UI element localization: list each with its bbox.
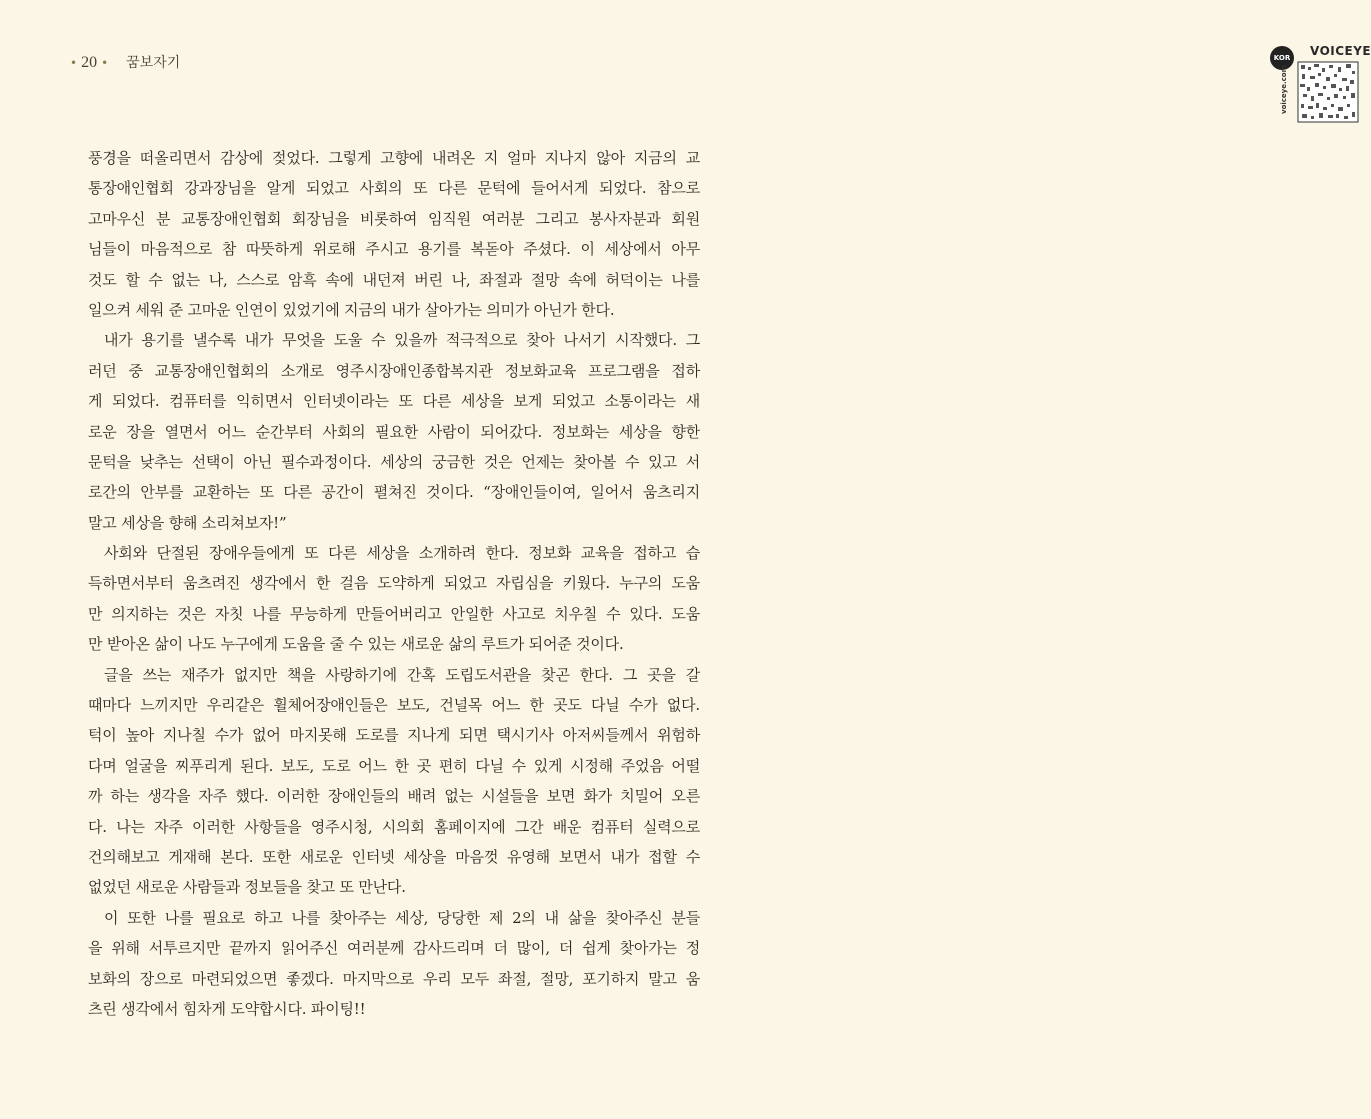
text-line: 말고 세상을 향해 소리쳐보자!” [88, 513, 287, 532]
brand-label: VOICEYE [1310, 44, 1371, 58]
site-label: voiceye.com [1280, 65, 1288, 114]
page-number: 20 [81, 54, 98, 71]
text-line: 턱이 높아 지나칠 수가 없어 마지못해 도로를 지나게 되면 택시기사 아저씨들께서 위험하 [88, 726, 700, 745]
text-line: 없었던 새로운 사람들과 정보들을 찾고 또 만난다. [88, 878, 406, 897]
page-header [66, 52, 180, 72]
text-line: 것도 할 수 없는 나, 스스로 암흑 속에 내던져 버린 나, 좌절과 절망 속에 허덕이는 나를 [88, 270, 700, 289]
text-line: 다. 나는 자주 이러한 사항들을 영주시청, 시의회 홈페이지에 그간 배운 컴퓨터 실력으로 [88, 817, 700, 836]
section-title: 꿈보자기 [126, 55, 181, 71]
text-line: 고마우신 분 교통장애인협회 회장님을 비롯하여 임직원 여러분 그리고 봉사자분과 회원 [88, 209, 700, 228]
voiceye-logo [636, 18, 1371, 114]
text-line: 러던 중 교통장애인협회의 소개로 영주시장애인종합복지관 정보화교육 프로그램을 접하 [88, 361, 700, 380]
text-line: 통장애인협회 강과장님을 알게 되었고 사회의 또 다른 문턱에 들어서게 되었다. 참으로 [88, 179, 700, 198]
bullet-icon: • [70, 56, 78, 70]
text-line: 만 의지하는 것은 자칫 나를 무능하게 만들어버리고 안일한 사고로 치우칠 수 있다. 도움 [88, 604, 700, 623]
body-text [88, 143, 700, 1024]
text-line: 이 또한 나를 필요로 하고 나를 찾아주는 세상, 당당한 제 2의 내 삶을 찾아주신 분들 [104, 908, 700, 927]
text-line: 문턱을 낮추는 선택이 아닌 필수과정이다. 세상의 궁금한 것은 언제는 찾아볼 수 있고 서 [88, 452, 700, 471]
text-line: 때마다 느끼지만 우리같은 휠체어장애인들은 보도, 건널목 어느 한 곳도 다닐 수가 없다. [88, 696, 700, 715]
text-line: 건의해보고 게재해 본다. 또한 새로운 인터넷 세상을 마음껏 유영해 보면서 내가 접할 수 [88, 847, 700, 866]
voiceye-qr-icon [1298, 62, 1358, 122]
text-line: 까 하는 생각을 자주 했다. 이러한 장애인들의 배려 없는 시설들을 보면 화가 치밀어 오른 [88, 787, 700, 806]
text-line: 글을 쓰는 재주가 없지만 책을 사랑하기에 간혹 도립도서관을 찾곤 한다. 그 곳을 갈 [104, 665, 700, 684]
text-line: 님들이 마음적으로 참 따뜻하게 위로해 주시고 용기를 복돋아 주셨다. 이 세상에서 아무 [88, 240, 700, 259]
bullet-icon: • [101, 56, 109, 70]
text-line: 로운 장을 열면서 어느 순간부터 사회의 필요한 사람이 되어갔다. 정보화는 세상을 향한 [88, 422, 700, 441]
text-line: 보화의 장으로 마련되었으면 좋겠다. 마지막으로 우리 모두 좌절, 절망, 포기하지 말고 움 [88, 969, 700, 988]
text-line: 츠린 생각에서 힘차게 도약합시다. 파이팅!! [88, 999, 366, 1018]
text-line: 다며 얼굴을 찌푸리게 된다. 보도, 도로 어느 한 곳 편히 다닐 수 있게 시정해 주었음 어떨 [88, 756, 700, 775]
text-line: 득하면서부터 움츠려진 생각에서 한 걸음 도약하게 되었고 자립심을 키웠다. 누구의 도움 [88, 574, 700, 593]
text-line: 내가 용기를 낼수록 내가 무엇을 도울 수 있을까 적극적으로 찾아 나서기 시작했다. 그 [104, 331, 700, 350]
text-line: 로간의 안부를 교환하는 또 다른 공간이 펼쳐진 것이다. “장애인들이여, 일어서 움츠리지 [88, 483, 700, 502]
kor-badge: KOR [1270, 46, 1294, 70]
text-line: 만 받아온 삶이 나도 누구에게 도움을 줄 수 있는 새로운 삶의 루트가 되어준 것이다. [88, 635, 624, 654]
text-line: 사회와 단절된 장애우들에게 또 다른 세상을 소개하려 한다. 정보화 교육을 접하고 습 [104, 544, 700, 563]
text-line: 을 위해 서투르지만 끝까지 읽어주신 여러분께 감사드리며 더 많이, 더 쉽게 찾아가는 정 [88, 939, 700, 958]
text-line: 일으켜 세워 준 고마운 인연이 있었기에 지금의 내가 살아가는 의미가 아닌가 한다. [88, 300, 615, 319]
text-line: 게 되었다. 컴퓨터를 익히면서 인터넷이라는 또 다른 세상을 보게 되었고 소통이라는 새 [88, 392, 700, 411]
text-line: 풍경을 떠올리면서 감상에 젖었다. 그렇게 고향에 내려온 지 얼마 지나지 않아 지금의 교 [88, 149, 700, 167]
